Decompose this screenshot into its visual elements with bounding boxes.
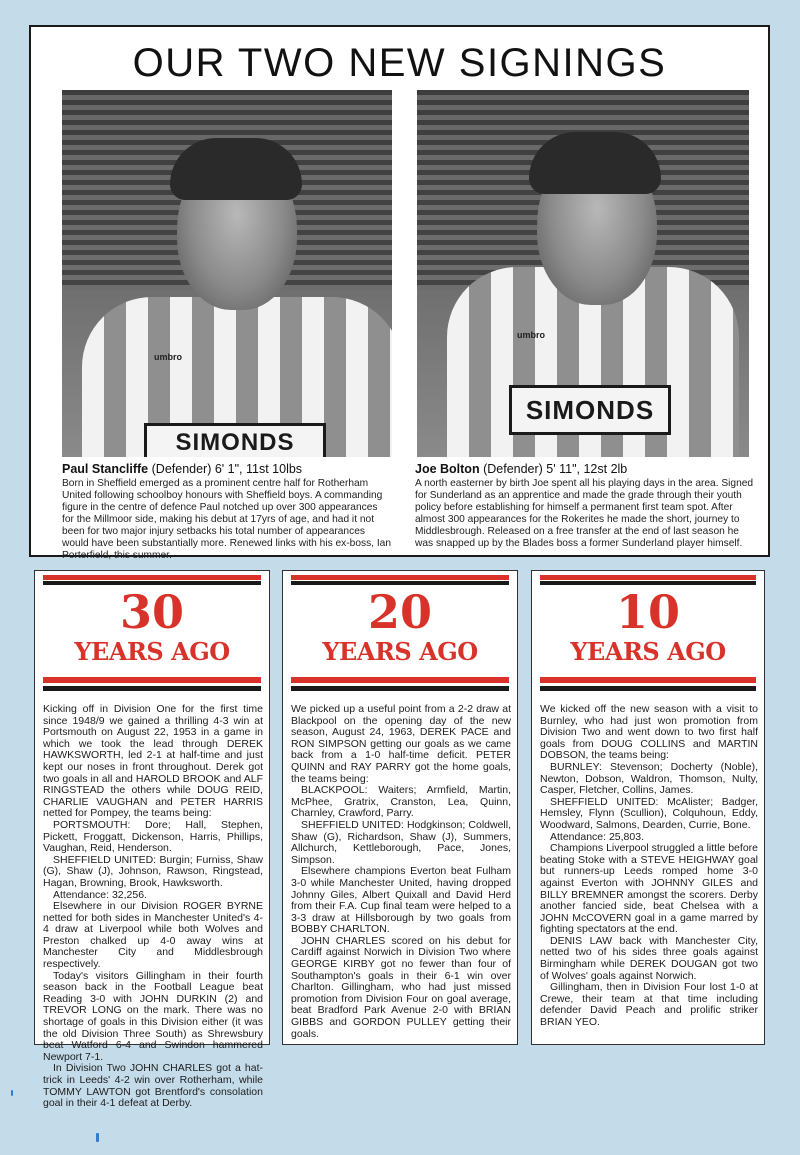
paragraph: We kicked off the new season with a visit to Burnley, who had just won promotion from Division Two and went down to two first half goals from DOUG COLLINS and MARTIN DOBSON, the teams being: bbox=[540, 703, 758, 762]
player-hair bbox=[170, 138, 302, 200]
player-heading bbox=[62, 462, 392, 477]
shirt-sponsor-logo: SIMONDS bbox=[144, 423, 326, 457]
column-text bbox=[43, 704, 263, 1110]
player-name: Joe Bolton bbox=[415, 462, 480, 476]
paragraph: PORTSMOUTH: Dore; Hall, Stephen, Pickett, Froggatt, Dickenson, Harris, Phillips, Vaughan, Reid, Henderson. bbox=[43, 818, 263, 855]
paragraph: BLACKPOOL: Waiters; Armfield, Martin, McPhee, Gratrix, Cranston, Lea, Quinn, Charnley, Crawford, Parry. bbox=[291, 784, 511, 820]
paragraph: BURNLEY: Stevenson; Docherty (Noble), Newton, Dobson, Waldron, Thomson, Nulty, Casper, Fletcher, Collins, James. bbox=[540, 760, 758, 797]
player-name: Paul Stancliffe bbox=[62, 462, 149, 476]
column-text bbox=[291, 704, 511, 1040]
red-rule bbox=[540, 575, 756, 580]
column-text bbox=[540, 704, 758, 1029]
player-details: (Defender) 6' 1", 11st 10lbs bbox=[151, 462, 303, 476]
player-photo-bolton bbox=[417, 90, 749, 457]
player-photo-stancliffe bbox=[62, 90, 392, 457]
paragraph: In Division Two JOHN CHARLES got a hat-trick in Leeds' 4-2 win over Rotherham, while TOMMY LAWTON got Brentford's consolation goal in their 4-1 defeat at Derby. bbox=[43, 1062, 263, 1110]
red-rule bbox=[540, 677, 756, 683]
paragraph: Attendance: 25,803. bbox=[550, 830, 644, 843]
signings-panel bbox=[29, 25, 770, 561]
years-number: 30 bbox=[119, 585, 184, 639]
umbro-logo: umbro bbox=[517, 330, 545, 340]
paragraph: Champions Liverpool struggled a little before beating Stoke with a STEVE HEIGHWAY goal but runners-up Leeds romped home 3-0 against Everton with JOHNNY GILES and BILLY BREMNER amongst the scorers. Derby another fancied side, beat Chelsea with a JOHN McCOVERN goal in a game marred by fighting spectators at the end. bbox=[540, 842, 758, 936]
years-ago-heading: YEARS AGO bbox=[74, 637, 230, 666]
paragraph: Elsewhere in our Division ROGER BYRNE netted for both sides in Manchester United's 4-4 draw at Liverpool while both Wolves and Preston chalked up 4-0 away wins at Manchester City and Middlesbrough respectively. bbox=[43, 900, 263, 971]
player-details: (Defender) 5' 11", 12st 2lb bbox=[483, 462, 628, 476]
years-number: 10 bbox=[615, 585, 680, 639]
paragraph: SHEFFIELD UNITED: Hodgkinson; Coldwell, Shaw (G), Richardson, Shaw (J), Summers, Allchurch, Kettleborough, Pace, Jones, Simpson. bbox=[291, 818, 511, 866]
print-speck bbox=[11, 1090, 13, 1096]
umbro-logo: umbro bbox=[154, 352, 182, 362]
column-10-years-ago bbox=[531, 570, 765, 1045]
player-heading bbox=[415, 462, 755, 477]
paragraph: Kicking off in Division One for the first time since 1948/9 we gained a thrilling 4-3 win at Portsmouth on August 22, 1953 in a game in which we took the lead through DEREK HAWKSWORTH, led 2-1 at half-time and just kept our noses in front throughout. Derek got two goals in all and HAROLD BROOK and ALF RINGSTEAD the others while DOUG REID, CHARLIE VAUGHAN and PETER HARRIS netted for Pompey, the teams being: bbox=[43, 703, 263, 820]
shirt-sponsor-logo: SIMONDS bbox=[509, 385, 671, 435]
paragraph: SHEFFIELD UNITED: Burgin; Furniss, Shaw (G), Shaw (J), Johnson, Rawson, Ringstead, Hagan, Browning, Brook, Hawksworth. bbox=[43, 853, 263, 889]
red-rule bbox=[291, 575, 509, 580]
black-rule bbox=[43, 686, 261, 691]
black-rule bbox=[540, 686, 756, 691]
paragraph: Gillingham, then in Division Four lost 1-0 at Crewe, their team at that time including defender David Peach and prolific striker BRIAN YEO. bbox=[540, 981, 758, 1029]
red-rule bbox=[43, 575, 261, 580]
paragraph: Attendance: 32,256. bbox=[53, 888, 147, 901]
years-ago-heading: YEARS AGO bbox=[570, 637, 726, 666]
red-rule bbox=[43, 677, 261, 683]
black-rule bbox=[291, 686, 509, 691]
column-30-years-ago bbox=[34, 570, 270, 1110]
player-caption-bolton bbox=[415, 462, 755, 550]
paragraph: SHEFFIELD UNITED: McAlister; Badger, Hemsley, Flynn (Scullion), Colquhoun, Eddy, Woodward, Salmons, Dearden, Currie, Bone. bbox=[540, 795, 758, 831]
paragraph: JOHN CHARLES scored on his debut for Cardiff against Norwich in Division Two where GEORGE KIRBY got no fewer than four of Southampton's goals in their 6-1 win over Charlton. Gillingham, who had just missed promotion from Division Four on goal average, beat Bradford Park Avenue 2-0 with BRIAN GIBBS and GORDON PULLEY getting their goals. bbox=[291, 934, 511, 1040]
print-speck bbox=[96, 1133, 99, 1142]
years-ago-heading: YEARS AGO bbox=[322, 637, 478, 666]
column-20-years-ago bbox=[282, 570, 518, 1045]
player-hair bbox=[529, 132, 661, 194]
paragraph: Today's visitors Gillingham in their fourth season back in the Football League beat Reading 3-0 with JOHN DURKIN (2) and TREVOR LONG on the mark. There was no shortage of goals in this Division either (it was the old Division Three South) as Shrewsbury beat Watford 6-4 and Swindon hammered Newport 7-1. bbox=[43, 969, 263, 1063]
page-title: OUR TWO NEW SIGNINGS bbox=[132, 41, 667, 85]
paragraph: Elsewhere champions Everton beat Fulham 3-0 while Manchester United, having dropped Johnny Giles, Albert Quixall and David Herd from their F.A. Cup final team were helped to a 3-3 draw at Hillsborough by two goals from BOBBY CHARLTON. bbox=[291, 865, 511, 936]
player-caption-stancliffe bbox=[62, 462, 392, 562]
player-bio: A north easterner by birth Joe spent all his playing days in the area. Signed for Sunderland as an apprentice and made the grade through their youth policy before establishing for himself a permanent first team spot. After almost 300 appearances for the Rokerites he made the short, journey to Middlesbrough. Released on a free transfer at the end of last season he was snapped up by the Blades boss a former Sunderland player himself. bbox=[415, 478, 754, 549]
player-bio: Born in Sheffield emerged as a prominent centre half for Rotherham United following schoolboy honours with Sheffield boys. A commanding figure in the centre of defence Paul notched up over 300 appearances for the Millmoor side, making his debut at 17yrs of age, and had it not been for two major injury setbacks his total number of appearances would have been substantially more. Renewed links with his ex-boss, Ian Porterfield, this summer. bbox=[62, 478, 392, 561]
red-rule bbox=[291, 677, 509, 683]
paragraph: We picked up a useful point from a 2-2 draw at Blackpool on the opening day of the new season, August 24, 1963, DEREK PACE and RON SIMPSON getting our goals as we came back from a 1-0 half-time deficit. PETER QUINN and RAY PARRY got the home goals, the teams being: bbox=[291, 703, 511, 785]
years-number: 20 bbox=[367, 585, 432, 639]
paragraph: DENIS LAW back with Manchester City, netted two of his sides three goals against Birmingham while DEREK DOUGAN got two of Wolves' goals against Norwich. bbox=[540, 934, 758, 982]
